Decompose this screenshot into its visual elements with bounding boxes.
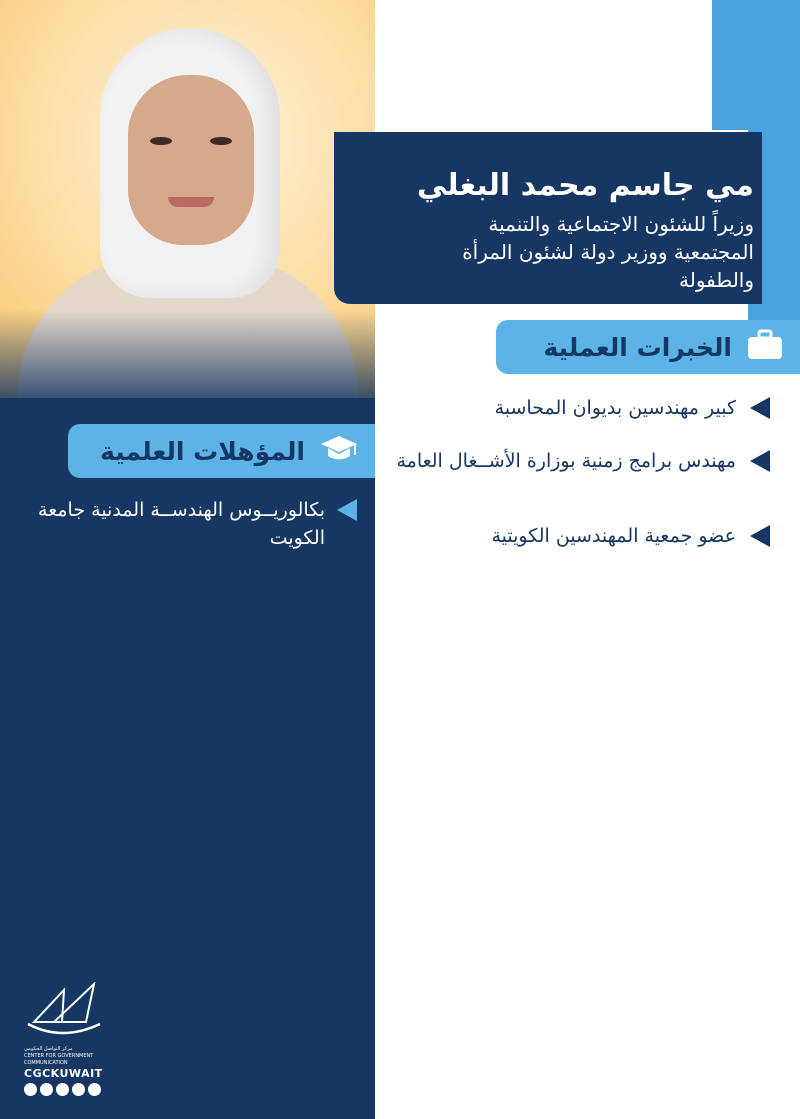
graduation-cap-icon bbox=[319, 433, 359, 469]
qualifications-heading: المؤهلات العلمية bbox=[100, 436, 305, 466]
person-title bbox=[354, 210, 754, 294]
social-icons bbox=[24, 1083, 106, 1096]
briefcase-icon bbox=[746, 329, 784, 365]
portrait-photo bbox=[0, 0, 375, 400]
instagram-icon[interactable] bbox=[40, 1083, 53, 1096]
experience-item bbox=[360, 394, 770, 422]
bullet-triangle-icon bbox=[337, 499, 357, 521]
experience-item-text: كبير مهندسين بديوان المحاسبة bbox=[494, 397, 736, 419]
dhow-sail-icon bbox=[24, 982, 102, 1042]
logo-english-text: CENTER FOR GOVERNMENT COMMUNICATION bbox=[24, 1053, 94, 1066]
experience-heading: الخبرات العملية bbox=[543, 332, 732, 362]
experience-item-text: مهندس برامج زمنية بوزارة الأشــغال العامة bbox=[396, 450, 736, 472]
person-name: مي جاسم محمد البغلي bbox=[416, 168, 754, 203]
cgc-logo bbox=[24, 982, 106, 1087]
portrait-face bbox=[128, 75, 254, 245]
bullet-triangle-icon bbox=[750, 450, 770, 472]
experience-item bbox=[360, 522, 770, 550]
experience-item-text: عضو جمعية المهندسين الكويتية bbox=[491, 525, 736, 547]
twitter-icon[interactable] bbox=[56, 1083, 69, 1096]
experience-item bbox=[360, 447, 770, 475]
qualifications-header bbox=[68, 424, 375, 478]
photo-fade bbox=[0, 310, 375, 400]
youtube-icon[interactable] bbox=[72, 1083, 85, 1096]
facebook-icon[interactable] bbox=[88, 1083, 101, 1096]
logo-arabic-text: مركز التواصل الحكومي bbox=[24, 1046, 73, 1052]
portrait-right-eye bbox=[210, 137, 232, 145]
bullet-triangle-icon bbox=[750, 525, 770, 547]
logo-brand: CGCKUWAIT bbox=[24, 1067, 103, 1080]
title-line: والطفولة bbox=[679, 268, 754, 292]
bullet-triangle-icon bbox=[750, 397, 770, 419]
title-line: المجتمعية ووزير دولة لشئون المرأة bbox=[462, 240, 754, 264]
qualification-item-text: بكالوريــوس الهندســة المدنية جامعة الكويت bbox=[38, 499, 325, 549]
qualification-item bbox=[17, 496, 357, 552]
title-line: وزيراً للشئون الاجتماعية والتنمية bbox=[488, 212, 754, 236]
experience-header bbox=[496, 320, 800, 374]
snapchat-icon[interactable] bbox=[24, 1083, 37, 1096]
top-right-accent bbox=[712, 0, 800, 130]
portrait-left-eye bbox=[150, 137, 172, 145]
portrait-mouth bbox=[168, 197, 214, 207]
